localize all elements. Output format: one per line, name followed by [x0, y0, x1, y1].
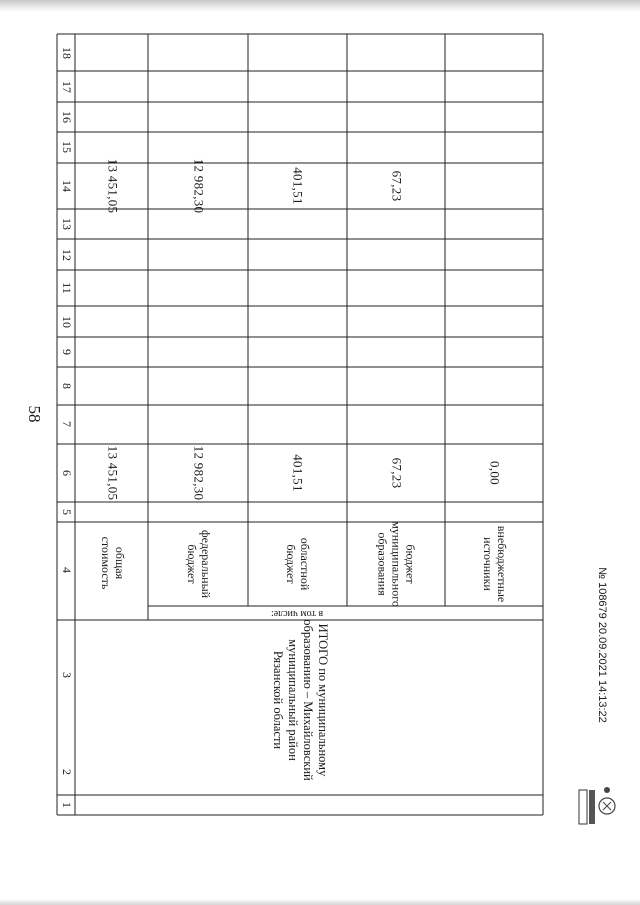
- value-federal-col6: 12 982,30: [191, 445, 207, 501]
- column-number-2: 2: [59, 769, 74, 775]
- column-number-14: 14: [59, 180, 74, 192]
- column-number-9: 9: [59, 349, 74, 355]
- value-total-col6: 13 451,05: [105, 445, 121, 501]
- column-number-5: 5: [59, 509, 74, 515]
- scan-bottom-edge: [0, 899, 640, 905]
- page-number: 58: [25, 405, 44, 423]
- value-off-budget-col6: 0,00: [487, 461, 503, 485]
- row-label-federal: федеральный бюджет: [185, 529, 213, 599]
- column-number-11: 11: [59, 282, 74, 294]
- total-label: ИТОГО по муниципальному образованию – Михайловский муниципальный район Рязанской области: [271, 619, 330, 781]
- row-label-off-budget: внебюджетные источники: [481, 525, 509, 603]
- column-number-12: 12: [59, 249, 74, 261]
- value-municipal-col14: 67,23: [389, 170, 405, 202]
- column-number-16: 16: [59, 111, 74, 123]
- column-number-10: 10: [59, 316, 74, 328]
- sub-header: в том числе:: [270, 607, 324, 619]
- column-number-13: 13: [59, 218, 74, 230]
- value-total-col14: 13 451,05: [105, 158, 121, 214]
- column-number-7: 7: [59, 421, 74, 427]
- registration-note: № 108679 20.09.2021 14:13:22: [596, 567, 608, 723]
- column-number-1: 1: [59, 802, 74, 808]
- value-regional-col14: 401,51: [290, 167, 306, 205]
- value-regional-col6: 401,51: [290, 454, 306, 492]
- column-number-4: 4: [59, 567, 74, 573]
- column-number-8: 8: [59, 383, 74, 389]
- column-number-17: 17: [59, 81, 74, 93]
- column-number-3: 3: [59, 672, 74, 678]
- value-federal-col14: 12 982,30: [191, 158, 207, 214]
- row-label-municipal: бюджет муниципального образования: [376, 521, 418, 607]
- column-number-15: 15: [59, 141, 74, 153]
- stamp-seal-icon: [567, 768, 627, 828]
- column-number-6: 6: [59, 470, 74, 476]
- column-number-18: 18: [59, 47, 74, 59]
- row-label-regional: областной бюджет: [284, 537, 312, 591]
- value-municipal-col6: 67,23: [389, 457, 405, 489]
- row-label-total-cost: общая стоимость: [99, 536, 127, 590]
